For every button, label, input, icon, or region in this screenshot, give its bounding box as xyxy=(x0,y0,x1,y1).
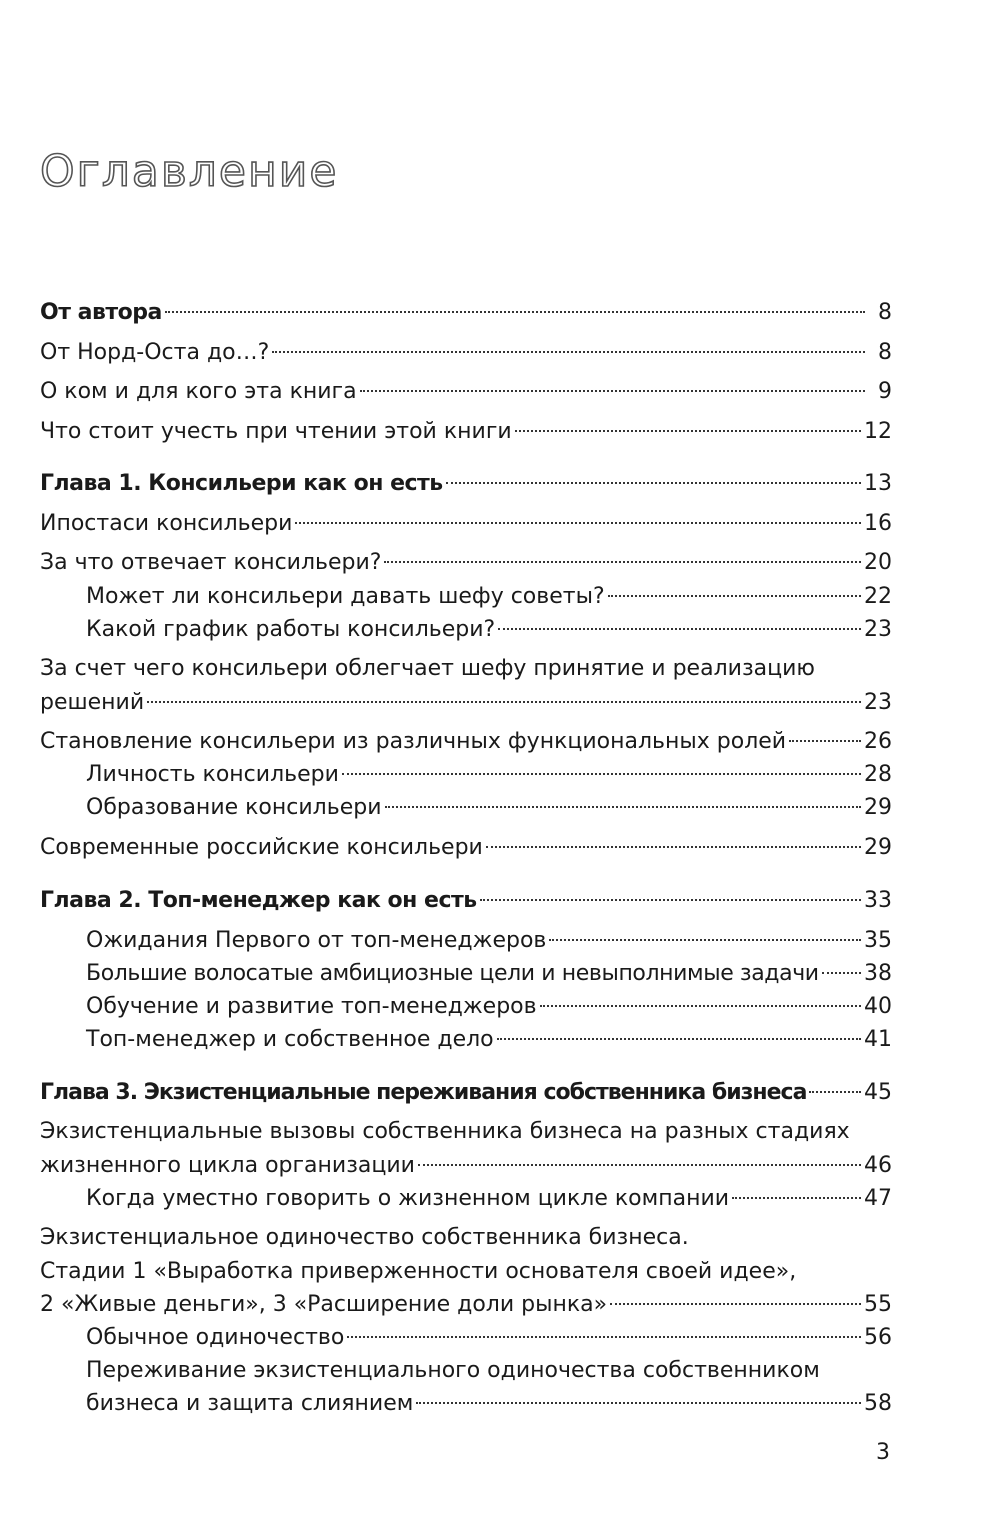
toc-entry-page: 47 xyxy=(864,1186,892,1211)
page-title: Оглавление xyxy=(40,146,339,197)
leader-dots xyxy=(486,846,861,848)
toc-entry-page: 55 xyxy=(864,1292,892,1317)
toc-entry-page: 45 xyxy=(864,1080,892,1105)
toc-entry-page: 58 xyxy=(864,1391,892,1416)
toc-entry[interactable] xyxy=(40,296,892,330)
leader-dots xyxy=(360,390,865,392)
toc-entry[interactable] xyxy=(86,613,892,647)
toc-entry-page: 29 xyxy=(864,835,892,860)
toc-entry-page: 33 xyxy=(864,888,892,913)
toc-entry-title: Когда уместно говорить о жизненном цикле компании xyxy=(86,1186,730,1211)
leader-dots xyxy=(165,311,865,313)
toc-entry[interactable] xyxy=(86,580,892,614)
leader-dots xyxy=(147,701,861,703)
toc-entry-title: За что отвечает консильери? xyxy=(40,550,382,575)
toc-entry-page: 35 xyxy=(864,928,892,953)
leader-dots xyxy=(822,972,861,974)
leader-dots xyxy=(809,1091,861,1093)
leader-dots xyxy=(446,482,861,484)
toc-entry[interactable] xyxy=(40,1149,892,1183)
toc-entry-page: 12 xyxy=(864,419,892,444)
toc-entry-title: Глава 2. Топ-менеджер как он есть xyxy=(40,888,477,913)
leader-dots xyxy=(416,1402,861,1404)
toc-entry[interactable] xyxy=(40,725,892,759)
toc-entry-title: бизнеса и защита слиянием xyxy=(86,1391,414,1416)
toc-entry[interactable] xyxy=(40,336,892,370)
toc-entry[interactable] xyxy=(86,791,892,825)
toc-entry-title: Образование консильери xyxy=(86,795,382,820)
leader-dots xyxy=(384,561,861,563)
leader-dots xyxy=(608,595,861,597)
toc-entry-page: 20 xyxy=(864,550,892,575)
leader-dots xyxy=(295,522,861,524)
toc-entry[interactable] xyxy=(40,415,892,449)
toc-entry-page: 29 xyxy=(864,795,892,820)
toc-entry-title-line: Переживание экзистенциального одиночества собственником xyxy=(86,1358,820,1383)
toc-entry-page: 16 xyxy=(864,511,892,536)
toc-entry[interactable] xyxy=(86,758,892,792)
toc-entry-title: Большие волосатые амбициозные цели и невыполнимые задачи xyxy=(86,961,819,986)
toc-entry-title: Личность консильери xyxy=(86,762,339,787)
toc-entry-page: 38 xyxy=(864,961,892,986)
toc-entry[interactable] xyxy=(40,686,892,720)
toc-entry-page: 8 xyxy=(878,340,892,365)
toc-entry[interactable] xyxy=(86,1321,892,1355)
toc-entry-page: 23 xyxy=(864,690,892,715)
toc-entry[interactable] xyxy=(86,957,892,991)
toc-entry-page: 22 xyxy=(864,584,892,609)
toc-entry[interactable] xyxy=(40,467,892,501)
toc-entry[interactable] xyxy=(40,831,892,865)
toc-entry-title: 2 «Живые деньги», 3 «Расширение доли рынка» xyxy=(40,1292,608,1317)
toc-entry-page: 26 xyxy=(864,729,892,754)
toc-entry-title: Ипостаси консильери xyxy=(40,511,293,536)
leader-dots xyxy=(549,939,861,941)
toc-entry[interactable] xyxy=(40,884,892,918)
toc-entry-page: 46 xyxy=(864,1153,892,1178)
toc-entry[interactable] xyxy=(86,990,892,1024)
toc-entry-page: 9 xyxy=(878,379,892,404)
toc-entry-title: О ком и для кого эта книга xyxy=(40,379,357,404)
toc-entry-page: 40 xyxy=(864,994,892,1019)
page-number: 3 xyxy=(876,1440,890,1465)
toc-entry-page: 56 xyxy=(864,1325,892,1350)
leader-dots xyxy=(347,1336,861,1338)
leader-dots xyxy=(789,740,861,742)
toc-entry-title: Что стоит учесть при чтении этой книги xyxy=(40,419,512,444)
toc-entry[interactable] xyxy=(40,507,892,541)
leader-dots xyxy=(418,1164,861,1166)
toc-entry-title: Обычное одиночество xyxy=(86,1325,345,1350)
toc-entry-title-line: Стадии 1 «Выработка приверженности основателя своей идее», xyxy=(40,1259,797,1284)
toc-entry-title: Становление консильери из различных функциональных ролей xyxy=(40,729,787,754)
leader-dots xyxy=(540,1005,861,1007)
leader-dots xyxy=(385,806,862,808)
leader-dots xyxy=(480,899,861,901)
toc-entry[interactable] xyxy=(86,924,892,958)
toc-entry-title: Современные российские консильери xyxy=(40,835,483,860)
leader-dots xyxy=(497,1038,861,1040)
toc-entry[interactable] xyxy=(40,1288,892,1322)
toc-entry-title-line: Экзистенциальное одиночество собственника бизнеса. xyxy=(40,1225,689,1250)
toc-entry-title: Ожидания Первого от топ-менеджеров xyxy=(86,928,547,953)
toc-entry-page: 8 xyxy=(878,300,892,325)
toc-entry[interactable] xyxy=(40,375,892,409)
toc-entry-title: От автора xyxy=(40,300,162,325)
toc-entry-title: Топ-менеджер и собственное дело xyxy=(86,1027,494,1052)
toc-entry[interactable] xyxy=(40,546,892,580)
toc-entry-title: жизненного цикла организации xyxy=(40,1153,415,1178)
leader-dots xyxy=(498,628,861,630)
toc-entry-page: 28 xyxy=(864,762,892,787)
toc-entry-title-line: За счет чего консильери облегчает шефу принятие и реализацию xyxy=(40,656,815,681)
toc-entry[interactable] xyxy=(40,1076,892,1110)
leader-dots xyxy=(732,1197,861,1199)
toc-entry-title: решений xyxy=(40,690,145,715)
toc-entry-title: Какой график работы консильери? xyxy=(86,617,496,642)
toc-entry-title-line: Экзистенциальные вызовы собственника бизнеса на разных стадиях xyxy=(40,1119,850,1144)
toc-entry-page: 23 xyxy=(864,617,892,642)
toc-entry[interactable] xyxy=(86,1023,892,1057)
toc-entry-title: От Норд-Оста до…? xyxy=(40,340,270,365)
toc-entry-page: 13 xyxy=(864,471,892,496)
toc-entry-title: Может ли консильери давать шефу советы? xyxy=(86,584,605,609)
leader-dots xyxy=(515,430,861,432)
toc-entry-title: Обучение и развитие топ-менеджеров xyxy=(86,994,537,1019)
leader-dots xyxy=(272,351,865,353)
leader-dots xyxy=(610,1303,861,1305)
toc-entry[interactable] xyxy=(86,1182,892,1216)
toc-entry-title: Глава 3. Экзистенциальные переживания собственника бизнеса xyxy=(40,1080,807,1105)
toc-entry[interactable] xyxy=(86,1387,892,1421)
toc-entry-title: Глава 1. Консильери как он есть xyxy=(40,471,443,496)
leader-dots xyxy=(342,773,861,775)
toc-entry-page: 41 xyxy=(864,1027,892,1052)
